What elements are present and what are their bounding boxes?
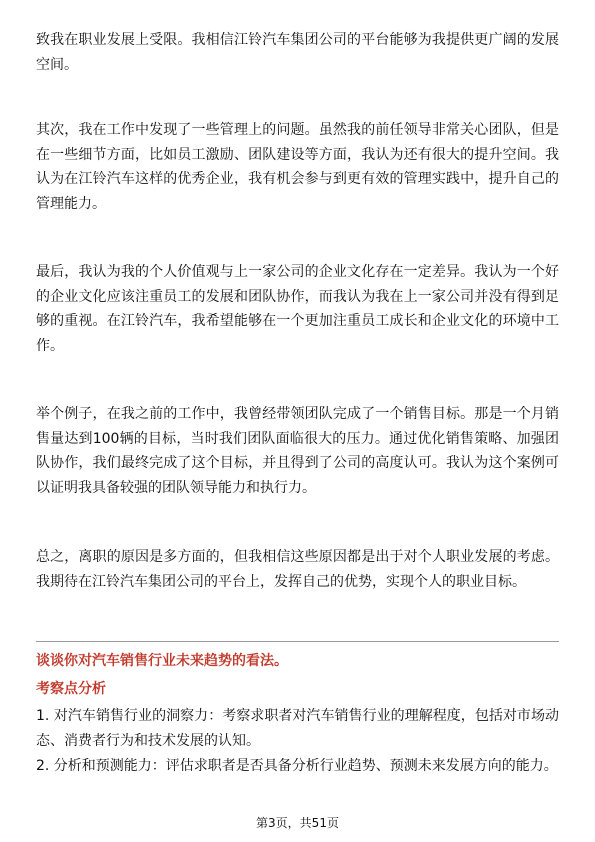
body-paragraph: 总之，离职的原因是多方面的，但我相信这些原因都是出于对个人职业发展的考虑。我期待在江铃汽车集团公司的平台上，发挥自己的优势，实现个人的职业目标。 <box>36 549 559 590</box>
section-divider <box>36 641 559 642</box>
list-item: 1. 对汽车销售行业的洞察力：考察求职者对汽车销售行业的理解程度，包括对市场动态、消费者行为和技术发展的认知。 <box>36 708 559 749</box>
body-paragraph: 其次，我在工作中发现了一些管理上的问题。虽然我的前任领导非常关心团队，但是在一些细节方面，比如员工激励、团队建设等方面，我认为还有很大的提升空间。我认为在江铃汽车这样的优秀企业，我有机会参与到更有效的管理实践中，提升自己的管理能力。 <box>36 122 559 212</box>
analysis-list <box>36 704 559 780</box>
body-paragraph: 最后，我认为我的个人价值观与上一家公司的企业文化存在一定差异。我认为一个好的企业文化应该注重员工的发展和团队协作，而我认为我在上一家公司并没有得到足够的重视。在江铃汽车，我希望能够在一个更加注重员工成长和企业文化的环境中工作。 <box>36 264 559 354</box>
page-number: 第3页，共51页 <box>256 816 339 830</box>
body-paragraph: 致我在职业发展上受限。我相信江铃汽车集团公司的平台能够为我提供更广阔的发展空间。 <box>36 32 559 73</box>
interview-question: 谈谈你对汽车销售行业未来趋势的看法。 <box>36 653 288 669</box>
body-paragraph: 举个例子，在我之前的工作中，我曾经带领团队完成了一个销售目标。那是一个月销售量达到100辆的目标，当时我们团队面临很大的压力。通过优化销售策略、加强团队协作，我们最终完成了这个目标，并且得到了公司的高度认可。我认为这个案例可以证明我具备较强的团队领导能力和执行力。 <box>36 406 559 496</box>
list-item: 2. 分析和预测能力：评估求职者是否具备分析行业趋势、预测未来发展方向的能力。 <box>36 758 558 774</box>
analysis-heading: 考察点分析 <box>36 681 106 697</box>
